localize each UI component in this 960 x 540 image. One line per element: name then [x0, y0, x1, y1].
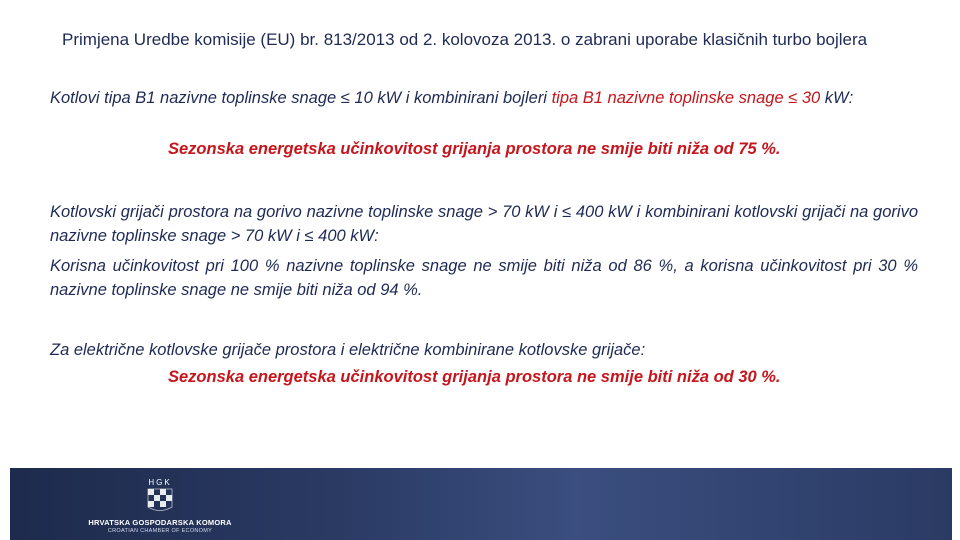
- org-name: HRVATSKA GOSPODARSKA KOMORA: [88, 518, 232, 527]
- section3-requirement: Sezonska energetska učinkovitost grijanja prostora ne smije biti niža od 30 %.: [168, 368, 781, 386]
- section1-intro-end: kW:: [820, 89, 854, 107]
- section1-intro: [50, 86, 918, 110]
- org-name-en: CROATIAN CHAMBER OF ECONOMY: [107, 528, 213, 534]
- section1-intro-plain: Kotlovi tipa B1 nazivne toplinske snage ≤ 10 kW i kombinirani bojleri: [50, 89, 552, 107]
- hgk-logo: [80, 476, 240, 536]
- hgk-logo-mark-icon: [138, 476, 182, 516]
- section1-requirement: Sezonska energetska učinkovitost grijanja prostora ne smije biti niža od 75 %.: [168, 140, 781, 158]
- footer-banner: [0, 468, 960, 540]
- section2-requirement: Korisna učinkovitost pri 100 % nazivne toplinske snage ne smije biti niža od 86 %, a korisna učinkovitost pri 30 % nazivne toplinske snage ne smije biti niža od 94 %.: [50, 257, 918, 299]
- section3-intro: Za električne kotlovske grijače prostora i električne kombinirane kotlovske grijače:: [50, 341, 646, 359]
- hgk-logo-letters: HGK: [148, 478, 172, 487]
- section2-intro: Kotlovski grijači prostora na gorivo nazivne toplinske snage > 70 kW i ≤ 400 kW i kombinirani kotlovski grijači na gorivo nazivne toplinske snage > 70 kW i ≤ 400 kW:: [50, 203, 918, 245]
- slide-title: Primjena Uredbe komisije (EU) br. 813/2013 od 2. kolovoza 2013. o zabrani uporabe klasičnih turbo bojlera: [62, 30, 868, 49]
- section1-intro-red: tipa B1 nazivne toplinske snage ≤ 30: [551, 89, 821, 107]
